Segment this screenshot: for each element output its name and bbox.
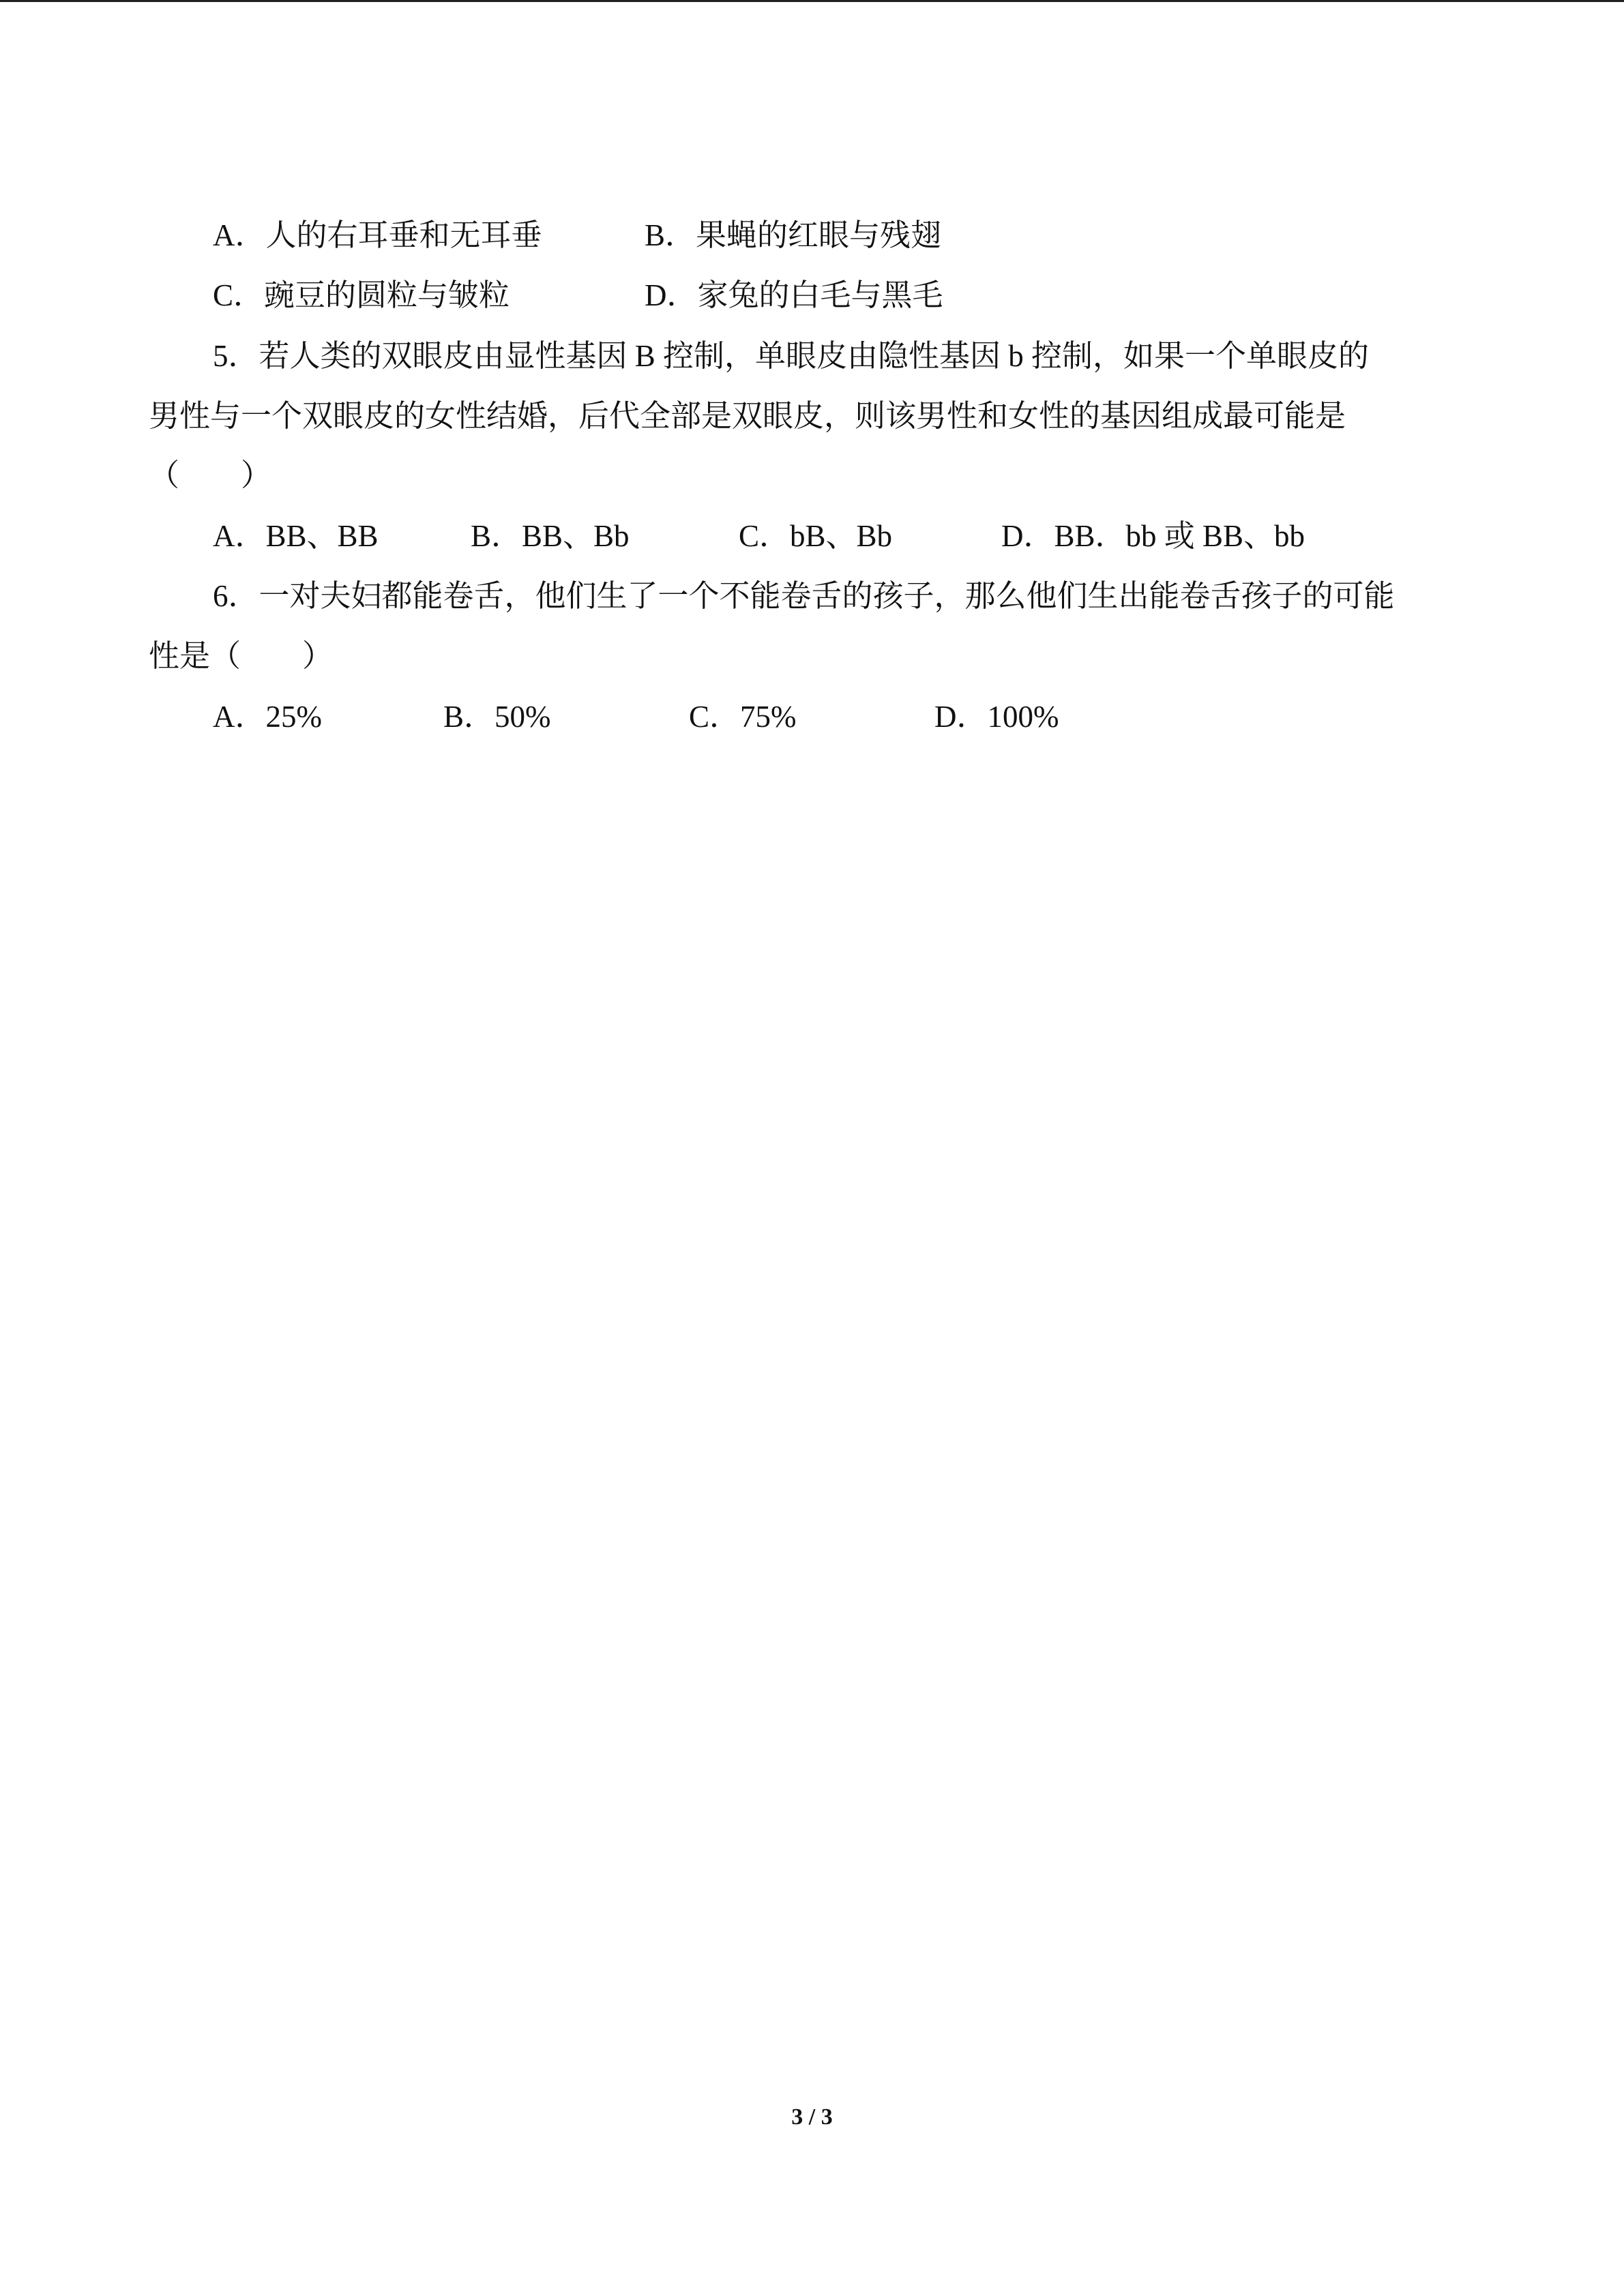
q4-option-c: C．豌豆的圆粒与皱粒 bbox=[213, 278, 510, 312]
q6-option-a: A．25% bbox=[213, 700, 322, 734]
q6-option-c: C．75% bbox=[689, 700, 797, 734]
page-top-border bbox=[0, 0, 1624, 2]
q6-stem-line-1: 6．一对夫妇都能卷舌，他们生了一个不能卷舌的孩子，那么他们生出能卷舌孩子的可能 bbox=[213, 579, 1395, 613]
q6-stem-line-2: 性是（ ） bbox=[149, 639, 334, 673]
q5-option-d: D．BB．bb 或 BB、bb bbox=[1001, 519, 1305, 553]
q5-answer-blank: （ ） bbox=[149, 458, 272, 492]
page-number: 3 / 3 bbox=[791, 2104, 833, 2130]
q6-option-b: B．50% bbox=[443, 700, 551, 734]
q5-option-b: B．BB、Bb bbox=[471, 519, 630, 553]
q4-option-b: B．果蝇的红眼与残翅 bbox=[645, 218, 942, 252]
q5-option-a: A．BB、BB bbox=[213, 519, 379, 553]
q4-option-d: D．家兔的白毛与黑毛 bbox=[645, 278, 943, 312]
q5-option-c: C．bB、Bb bbox=[739, 519, 893, 553]
q5-stem-line-2: 男性与一个双眼皮的女性结婚，后代全部是双眼皮，则该男性和女性的基因组成最可能是 bbox=[149, 399, 1346, 433]
q6-option-d: D．100% bbox=[934, 700, 1059, 734]
q5-stem-line-1: 5．若人类的双眼皮由显性基因 B 控制，单眼皮由隐性基因 b 控制，如果一个单眼皮的 bbox=[213, 339, 1370, 373]
q4-option-a: A．人的右耳垂和无耳垂 bbox=[213, 218, 542, 252]
